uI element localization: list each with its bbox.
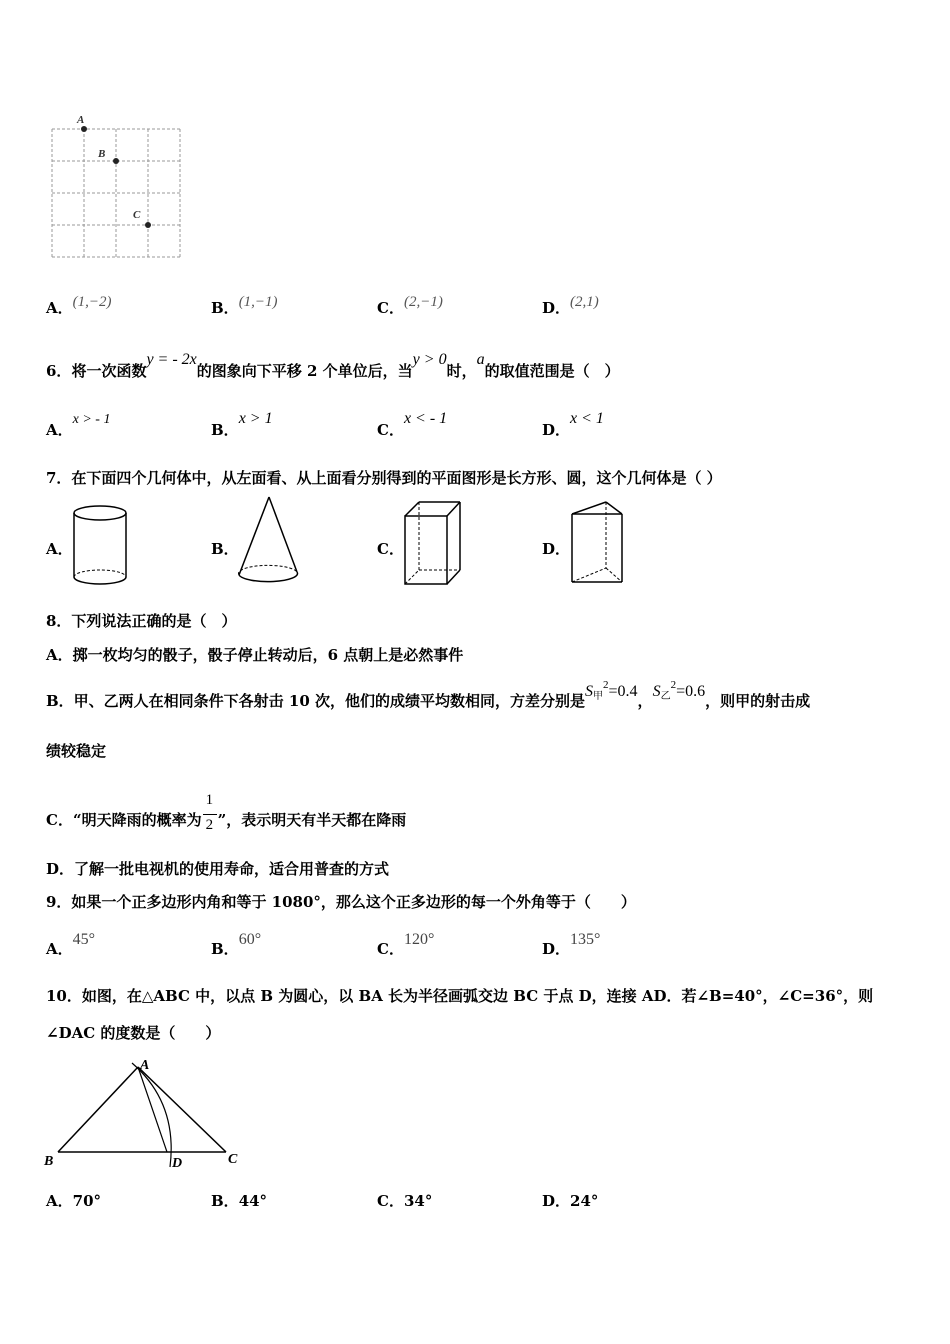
- q5-option-d-letter: D．: [542, 299, 571, 317]
- triangular-prism-icon: [568, 498, 628, 588]
- point-b-label: B: [98, 148, 106, 160]
- q7-option-a-letter: A．: [46, 540, 73, 558]
- q5-option-d: [542, 294, 599, 318]
- q5-option-b: [211, 294, 278, 318]
- q9-option-a: A．45°: [46, 931, 96, 958]
- q8-stem: 8．下列说法正确的是（ ）: [46, 612, 237, 630]
- q10-stem-line2: ∠DAC 的度数是（ ）: [46, 1024, 221, 1042]
- point-b: [113, 158, 119, 164]
- q8-option-a: A．掷一枚均匀的骰子，骰子停止转动后，6 点朝上是必然事件: [46, 646, 464, 664]
- q10-stem-line1: 10．如图，在△ABC 中，以点 B 为圆心，以 BA 长为半径画弧交边 BC 于点 D，连接 AD．若∠B=40°，∠C=36°，则: [46, 987, 874, 1005]
- triangle-figure: [40, 1055, 250, 1175]
- point-a: [81, 126, 87, 132]
- q9-stem: 9．如果一个正多边形内角和等于 1080°，那么这个正多边形的每一个外角等于（ ）: [46, 893, 636, 911]
- q6-option-d: D．x < 1: [542, 410, 604, 439]
- q6-stem: 6．将一次函数y = - 2x的图象向下平移 2 个单位后，当y > 0时，a的取值范围是（ ）: [46, 351, 620, 380]
- q6-number: 6．: [46, 362, 72, 380]
- q7-option-b-letter: B．: [211, 540, 239, 558]
- q6-option-b: B．x > 1: [211, 410, 273, 439]
- q5-option-b-letter: B．: [211, 299, 239, 317]
- q5-option-d-value: (2,1): [570, 294, 599, 310]
- q5-option-a: [46, 294, 112, 318]
- point-a-label: A: [77, 114, 85, 126]
- q7-option-c-letter: C．: [377, 540, 404, 558]
- q6-function: y = - 2x: [146, 351, 197, 368]
- q8-option-c: C．“明天降雨的概率为 $\frac{1}{2}$ ”，表示明天有半天都在降雨: [46, 798, 406, 844]
- q5-option-a-letter: A．: [46, 299, 73, 317]
- point-c: [145, 222, 151, 228]
- cuboid-icon: [403, 500, 463, 590]
- q9-option-b: B．60°: [211, 931, 262, 958]
- variance-yi: S乙$^2$=0.6: [652, 679, 706, 702]
- point-c-label: C: [133, 209, 141, 221]
- q8-option-d: D．了解一批电视机的使用寿命，适合用普查的方式: [46, 860, 390, 878]
- vertex-a-label: A: [140, 1058, 150, 1073]
- q8-option-b-continued: 绩较稳定: [46, 742, 107, 760]
- q6-condition: y > 0: [412, 351, 447, 368]
- q9-option-d: D．135°: [542, 931, 601, 958]
- vertex-c-label: C: [228, 1152, 238, 1167]
- vertex-b-label: B: [44, 1154, 54, 1169]
- grid-figure: [48, 112, 188, 262]
- point-d-label: D: [172, 1156, 183, 1171]
- q10-option-b: B．44°: [211, 1192, 268, 1210]
- q5-option-c-letter: C．: [377, 299, 404, 317]
- q5-option-c-value: (2,−1): [403, 294, 443, 310]
- variance-jia: S甲$^2$=0.4: [585, 679, 638, 702]
- q6-variable: a: [476, 351, 485, 368]
- q10-option-c: C．34°: [377, 1192, 433, 1210]
- q7-option-d-letter: D．: [542, 540, 571, 558]
- q9-option-c: C．120°: [377, 931, 435, 958]
- q7-stem: 7．在下面四个几何体中，从左面看、从上面看分别得到的平面图形是长方形、圆，这个几何体是（ ）: [46, 469, 722, 487]
- fraction-one-half: $\frac{1}{2}$: [202, 792, 218, 838]
- q6-option-c: C．x < - 1: [377, 410, 448, 439]
- cylinder-icon: [72, 503, 130, 587]
- q10-option-a: A．70°: [46, 1192, 102, 1210]
- cone-icon: [236, 495, 302, 587]
- q6-option-a: A．x > - 1: [46, 412, 111, 439]
- q10-option-d: D．24°: [542, 1192, 599, 1210]
- q5-option-c: [377, 294, 443, 318]
- q8-option-b: B．甲、乙两人在相同条件下各射击 10 次，他们的成绩平均数相同，方差分别是S甲$^2$=0.4，S乙$^2$=0.6，则甲的射击成: [46, 679, 811, 710]
- q5-option-b-value: (1,−1): [238, 294, 278, 310]
- q5-option-a-value: (1,−2): [72, 294, 112, 310]
